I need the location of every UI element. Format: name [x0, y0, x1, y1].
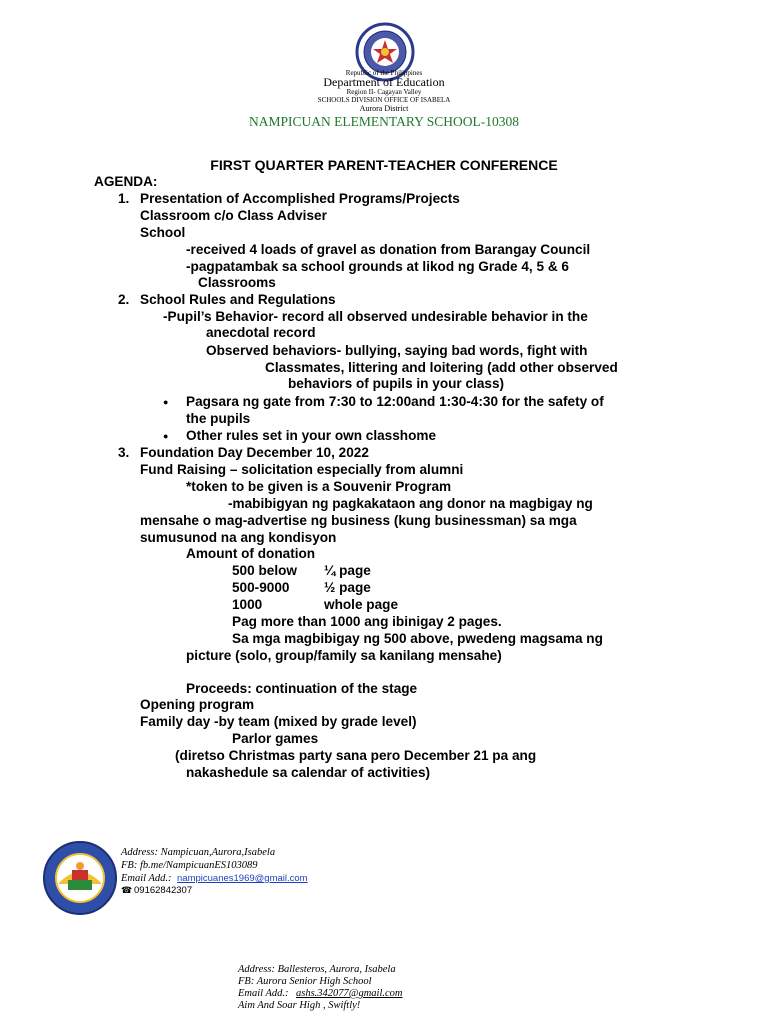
donation-page: ½ page	[324, 580, 371, 595]
footer-email-link[interactable]: nampicuanes1969@gmail.com	[177, 873, 308, 884]
phone-icon: ☎	[121, 885, 133, 895]
donation-page: ¼ page	[324, 563, 371, 578]
item2-other-rules-line: Other rules set in your own classhome	[186, 428, 437, 443]
header-school-name: NAMPICUAN ELEMENTARY SCHOOL-10308	[249, 114, 519, 129]
item3-donor-line1: -mabibigyan ng pagkakataon ang donor na magbigay ng	[228, 496, 593, 511]
footer2-email-label: Email Add.:	[238, 988, 289, 999]
item3-diretso-line1: (diretso Christmas party sana pero December 21 pa ang	[175, 748, 537, 763]
item3-above-line2: picture (solo, group/family sa kanilang mensahe)	[186, 648, 502, 663]
item1-pagpatambak-line: -pagpatambak sa school grounds at likod ng Grade 4, 5 & 6	[186, 259, 569, 274]
bullet-icon: ●	[163, 397, 169, 407]
footer-email-label: Email Add.:	[121, 873, 172, 884]
item1-gravel-line: -received 4 loads of gravel as donation from Barangay Council	[186, 242, 591, 257]
agenda-label: AGENDA:	[94, 174, 158, 189]
item2-anecdotal-line: anecdotal record	[206, 325, 316, 340]
item2-gate-line: Pagsara ng gate from 7:30 to 12:00and 1:30-4:30 for the safety of	[186, 394, 604, 409]
item1-classroom: Classroom c/o Class Adviser	[140, 208, 327, 223]
donation-amount: 1000	[232, 597, 263, 612]
item2-number: 2.	[118, 292, 130, 307]
item1-classrooms-line: Classrooms	[198, 275, 276, 290]
school-seal-logo	[42, 840, 118, 916]
header-division: SCHOOLS DIVISION OFFICE OF ISABELA	[317, 96, 451, 104]
item3-token: *token to be given is a Souvenir Program	[186, 479, 452, 494]
header-region: Region II- Cagayan Valley	[346, 88, 422, 96]
header-department: Department of Education	[323, 75, 445, 89]
donation-page: whole page	[324, 597, 399, 612]
item1-title: Presentation of Accomplished Programs/Projects	[140, 191, 460, 206]
item2-behaviors-line: behaviors of pupils in your class)	[288, 376, 505, 391]
item3-amount-label: Amount of donation	[186, 546, 316, 561]
donation-amount: 500 below	[232, 563, 297, 578]
item2-title: School Rules and Regulations	[140, 292, 336, 307]
item2-behavior-line: -Pupil’s Behavior- record all observed undesirable behavior in the	[163, 309, 588, 324]
footer2-facebook: FB: Aurora Senior High School	[238, 976, 372, 987]
item1-number: 1.	[118, 191, 130, 206]
footer-address: Address: Nampicuan,Aurora,Isabela	[121, 847, 276, 858]
footer2-email-link[interactable]: ashs.342077@gmail.com	[296, 988, 403, 999]
header-district: Aurora District	[359, 104, 409, 113]
item2-pupils-line: the pupils	[186, 411, 251, 426]
footer2-motto: Aim And Soar High , Swiftly!	[238, 1000, 361, 1011]
item3-donor-line2: mensahe o mag-advertise ng business (kung businessman) sa mga	[140, 513, 577, 528]
item1-school: School	[140, 225, 186, 240]
item3-proceeds: Proceeds: continuation of the stage	[186, 681, 418, 696]
item3-diretso-line2: nakashedule sa calendar of activities)	[186, 765, 431, 780]
footer2-address: Address: Ballesteros, Aurora, Isabela	[238, 964, 396, 975]
item2-observed-line: Observed behaviors- bullying, saying bad words, fight with	[206, 343, 588, 358]
item3-above-line1: Sa mga magbibigay ng 500 above, pwedeng magsama ng	[232, 631, 603, 646]
donation-amount: 500-9000	[232, 580, 290, 595]
bullet-icon: ●	[163, 431, 169, 441]
item3-more-than: Pag more than 1000 ang ibinigay 2 pages.	[232, 614, 502, 629]
footer-phone: 09162842307	[134, 885, 193, 896]
item3-parlor-games: Parlor games	[232, 731, 319, 746]
footer-facebook: FB: fb.me/NampicuanES103089	[121, 860, 258, 871]
item3-number: 3.	[118, 445, 130, 460]
item3-donor-line3: sumusunod na ang kondisyon	[140, 530, 337, 545]
item2-classmates-line: Classmates, littering and loitering (add other observed	[265, 360, 618, 375]
item3-family-day: Family day -by team (mixed by grade level)	[140, 714, 417, 729]
header-republic: Republic of the Philippines	[345, 69, 423, 77]
item3-fund-raising: Fund Raising – solicitation especially from alumni	[140, 462, 464, 477]
item3-title: Foundation Day December 10, 2022	[140, 445, 369, 460]
page-title: FIRST QUARTER PARENT-TEACHER CONFERENCE	[210, 157, 558, 173]
item3-opening-program: Opening program	[140, 697, 255, 712]
